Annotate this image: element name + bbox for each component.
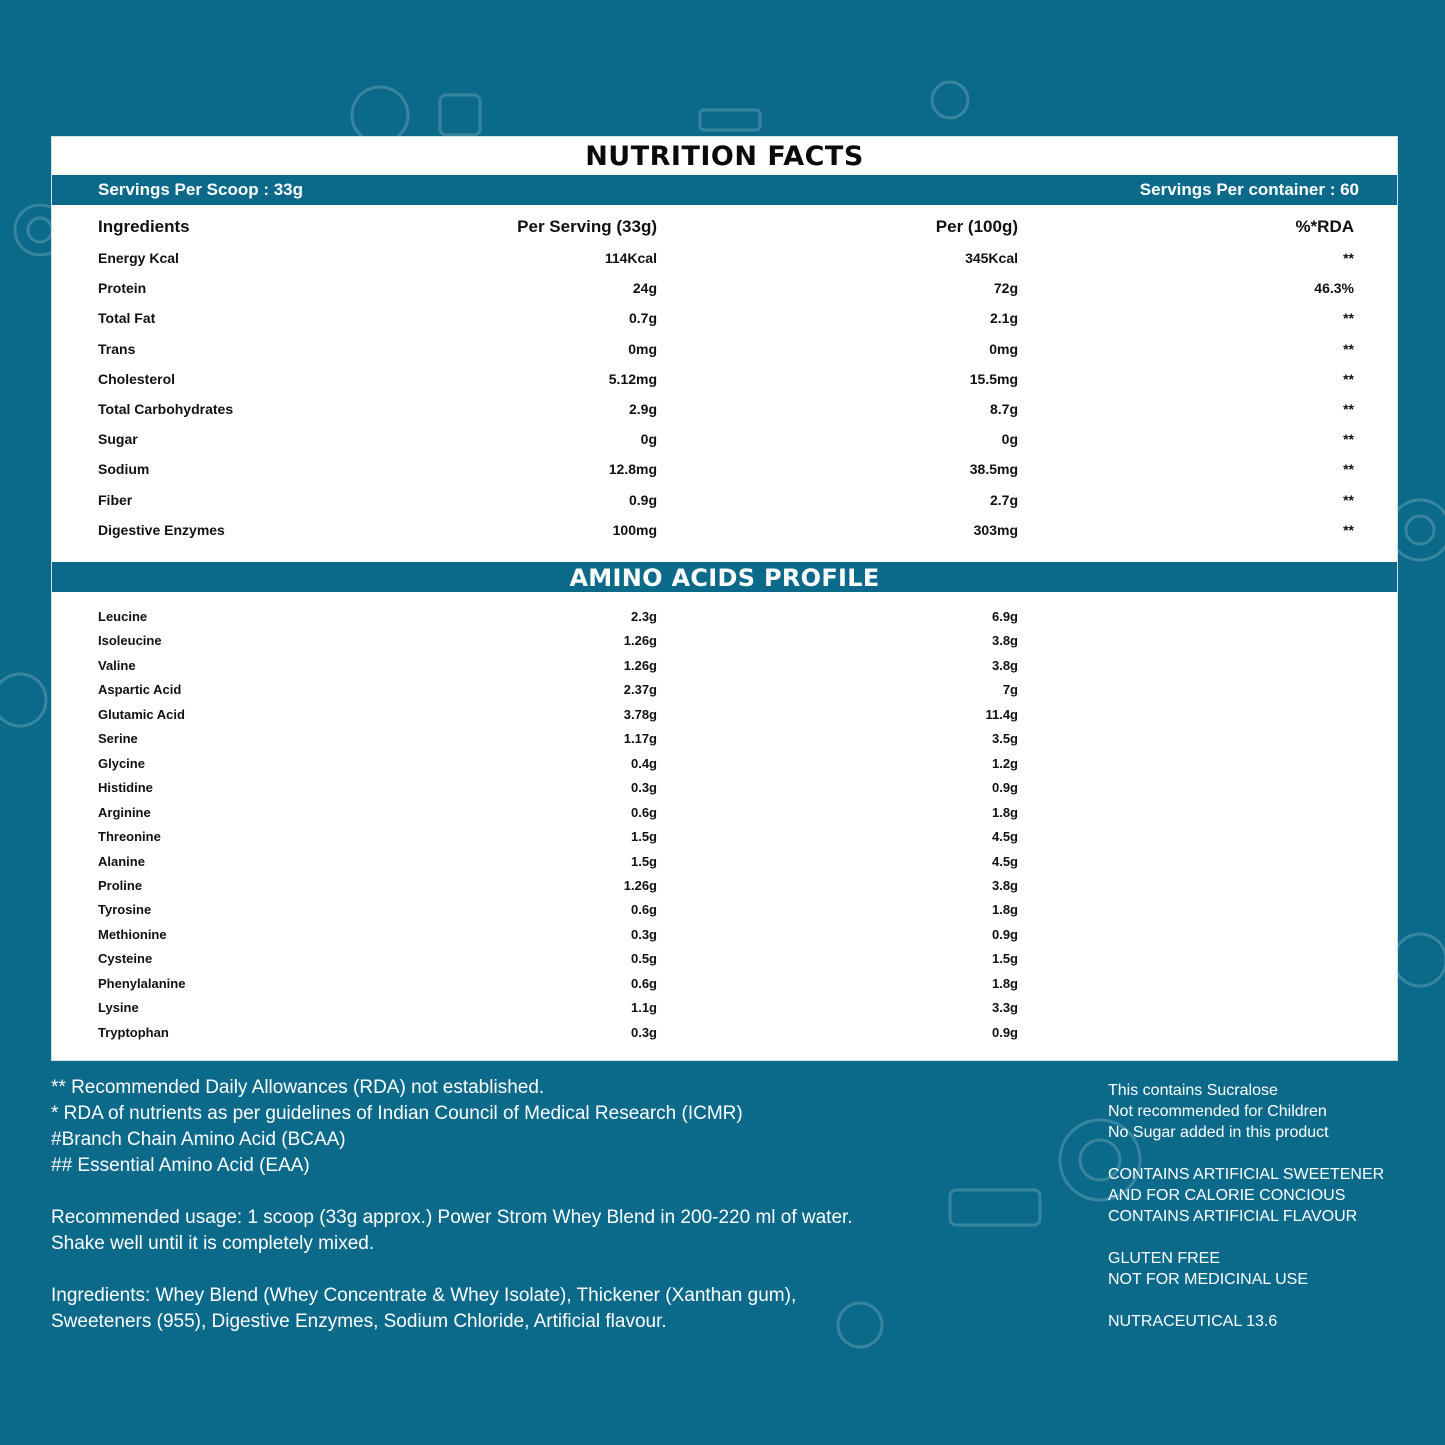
- amino-row: [52, 951, 1397, 973]
- amino-per-100g: 3.5g: [991, 731, 1018, 747]
- amino-row: [52, 731, 1397, 753]
- nutrient-name: Trans: [98, 340, 136, 357]
- amino-per-serving: 0.3g: [630, 1024, 657, 1040]
- amino-name: Glutamic Acid: [98, 706, 185, 722]
- nutrient-per-100g: 303mg: [973, 521, 1018, 538]
- nutrient-per-serving: 0g: [640, 431, 657, 448]
- nutrient-per-100g: 72g: [993, 280, 1018, 297]
- amino-row: [52, 976, 1397, 998]
- amino-per-serving: 0.6g: [630, 804, 657, 820]
- amino-per-100g: 6.9g: [991, 609, 1018, 624]
- nutrient-rda: **: [1343, 401, 1354, 417]
- amino-per-100g: 11.4g: [985, 706, 1018, 722]
- amino-per-serving: 0.6g: [630, 902, 657, 918]
- nutrient-per-serving: 0mg: [628, 340, 657, 357]
- amino-name: Lysine: [98, 1000, 139, 1016]
- amino-per-serving: 0.6g: [630, 975, 657, 991]
- amino-name: Tyrosine: [98, 902, 152, 918]
- amino-name: Phenylalanine: [98, 975, 186, 991]
- amino-name: Alanine: [98, 853, 145, 869]
- amino-per-100g: 3.8g: [991, 633, 1018, 649]
- nutrient-rda: **: [1343, 310, 1354, 327]
- nutrient-row: [52, 280, 1397, 308]
- nutrient-name: Sodium: [98, 461, 150, 478]
- nutrient-name: Fiber: [98, 491, 133, 508]
- label-not-medicinal: NOT FOR MEDICINAL USE: [1108, 1271, 1309, 1288]
- nutrient-name: Sugar: [98, 431, 138, 448]
- nutrient-per-serving: 100mg: [612, 521, 657, 538]
- nutrient-rda: 46.3%: [1314, 280, 1354, 297]
- nutrient-per-100g: 0g: [1001, 431, 1018, 448]
- amino-name: Tryptophan: [98, 1024, 169, 1040]
- nutrient-per-100g: 15.5mg: [969, 370, 1018, 387]
- amino-row: [52, 756, 1397, 778]
- amino-per-100g: 0.9g: [991, 1024, 1018, 1040]
- label-nutraceutical: NUTRACEUTICAL 13.6: [1108, 1313, 1278, 1330]
- amino-row: [52, 1025, 1397, 1047]
- amino-per-100g: 1.5g: [991, 951, 1018, 967]
- amino-per-serving: 1.26g: [623, 657, 657, 673]
- nutrient-per-serving: 114Kcal: [604, 250, 657, 266]
- amino-per-serving: 0.3g: [630, 780, 657, 796]
- amino-name: Cysteine: [98, 951, 153, 967]
- nutrient-name: Total Fat: [98, 310, 156, 327]
- amino-per-serving: 1.5g: [630, 829, 657, 845]
- col-per-100g: Per (100g): [935, 217, 1018, 236]
- amino-row: [52, 854, 1397, 876]
- amino-row: [52, 902, 1397, 924]
- amino-acids-title: AMINO ACIDS PROFILE: [52, 562, 1397, 592]
- note-rda-not-established: ** Recommended Daily Allowances (RDA) not established.: [51, 1077, 545, 1098]
- warning-children: Not recommended for Children: [1108, 1103, 1327, 1120]
- nutrient-per-serving: 24g: [632, 280, 657, 297]
- amino-row: [52, 658, 1397, 680]
- amino-row: [52, 829, 1397, 851]
- label-gluten-free: GLUTEN FREE: [1108, 1250, 1221, 1267]
- warning-calorie: AND FOR CALORIE CONCIOUS: [1108, 1187, 1346, 1204]
- nutrient-per-100g: 2.7g: [989, 491, 1018, 508]
- amino-per-100g: 7g: [1002, 682, 1018, 698]
- nutrient-row: [52, 522, 1397, 550]
- nutrient-row: [52, 250, 1397, 278]
- amino-per-100g: 1.8g: [991, 975, 1018, 991]
- amino-row: [52, 878, 1397, 900]
- amino-row: [52, 609, 1397, 631]
- amino-per-100g: 1.2g: [991, 755, 1018, 771]
- warning-sweetener: CONTAINS ARTIFICIAL SWEETENER: [1108, 1166, 1385, 1183]
- amino-name: Histidine: [98, 780, 153, 796]
- amino-per-serving: 1.17g: [623, 731, 657, 747]
- amino-row: [52, 707, 1397, 729]
- amino-per-100g: 3.8g: [991, 877, 1018, 893]
- amino-name: Aspartic Acid: [98, 682, 182, 698]
- amino-per-100g: 1.8g: [991, 902, 1018, 918]
- amino-name: Threonine: [98, 829, 161, 845]
- amino-name: Proline: [98, 877, 143, 893]
- nutrient-row: [52, 461, 1397, 489]
- ingredients-line-1: Ingredients: Whey Blend (Whey Concentrate & Whey Isolate), Thickener (Xanthan gum),: [51, 1285, 797, 1306]
- note-rda-icmr: * RDA of nutrients as per guidelines of Indian Council of Medical Research (ICMR): [51, 1103, 743, 1124]
- amino-per-100g: 3.3g: [991, 1000, 1018, 1016]
- nutrient-name: Cholesterol: [98, 370, 176, 387]
- ingredients-line-2: Sweeteners (955), Digestive Enzymes, Sodium Chloride, Artificial flavour.: [51, 1311, 667, 1332]
- amino-per-serving: 1.5g: [630, 853, 657, 869]
- amino-row: [52, 927, 1397, 949]
- nutrient-name: Total Carbohydrates: [98, 401, 234, 417]
- side-warnings: [1108, 1080, 1428, 1332]
- nutrient-per-serving: 5.12mg: [608, 370, 657, 387]
- nutrient-per-100g: 2.1g: [989, 310, 1018, 327]
- note-bcaa: #Branch Chain Amino Acid (BCAA): [51, 1129, 346, 1150]
- nutrient-per-100g: 38.5mg: [969, 461, 1018, 478]
- usage-line-1: Recommended usage: 1 scoop (33g approx.) Power Strom Whey Blend in 200-220 ml of water.: [51, 1207, 853, 1228]
- amino-name: Valine: [98, 657, 136, 673]
- nutrient-rda: **: [1343, 431, 1354, 448]
- nutrient-per-serving: 0.9g: [628, 491, 657, 508]
- amino-name: Leucine: [98, 609, 148, 624]
- amino-name: Arginine: [98, 804, 151, 820]
- amino-per-serving: 0.5g: [630, 951, 657, 967]
- nutrient-row: [52, 492, 1397, 520]
- nutrient-name: Protein: [98, 280, 147, 297]
- amino-per-100g: 0.9g: [991, 780, 1018, 796]
- nutrient-per-serving: 0.7g: [628, 310, 657, 327]
- nutrient-rda: **: [1343, 521, 1354, 538]
- nutrient-rda: **: [1343, 370, 1354, 387]
- col-rda: %*RDA: [1295, 217, 1354, 236]
- note-eaa: ## Essential Amino Acid (EAA): [51, 1155, 310, 1176]
- nutrient-rda: **: [1343, 461, 1354, 478]
- nutrition-panel: [51, 136, 1398, 1061]
- warning-sucralose: This contains Sucralose: [1108, 1082, 1278, 1099]
- amino-per-100g: 3.8g: [991, 657, 1018, 673]
- amino-per-100g: 1.8g: [991, 804, 1018, 820]
- amino-row: [52, 1000, 1397, 1022]
- amino-per-serving: 2.37g: [623, 682, 657, 698]
- nutrient-row: [52, 310, 1397, 338]
- servings-per-container: Servings Per container : 60: [1139, 180, 1359, 199]
- nutrient-row: [52, 371, 1397, 399]
- col-per-serving: Per Serving (33g): [517, 217, 657, 236]
- usage-line-2: Shake well until it is completely mixed.: [51, 1233, 375, 1254]
- amino-row: [52, 805, 1397, 827]
- amino-per-serving: 0.4g: [630, 755, 657, 771]
- amino-name: Serine: [98, 731, 138, 747]
- nutrient-per-serving: 12.8mg: [608, 461, 657, 478]
- servings-per-scoop: Servings Per Scoop : 33g: [98, 180, 304, 199]
- servings-bar: [52, 175, 1397, 205]
- amino-per-100g: 4.5g: [991, 829, 1018, 845]
- nutrition-facts-title: NUTRITION FACTS: [585, 141, 864, 172]
- amino-per-serving: 3.78g: [623, 706, 657, 722]
- amino-name: Glycine: [98, 755, 145, 771]
- amino-per-serving: 1.1g: [630, 1000, 657, 1016]
- amino-per-serving: 0.3g: [630, 926, 657, 942]
- nutrient-rda: **: [1343, 340, 1354, 357]
- nutrient-row: [52, 401, 1397, 429]
- amino-row: [52, 780, 1397, 802]
- nutrient-per-100g: 0mg: [989, 340, 1018, 357]
- warning-flavour: CONTAINS ARTIFICIAL FLAVOUR: [1108, 1208, 1358, 1225]
- amino-per-100g: 0.9g: [991, 926, 1018, 942]
- nutrient-row: [52, 341, 1397, 369]
- amino-row: [52, 633, 1397, 655]
- amino-name: Isoleucine: [98, 633, 162, 649]
- nutrient-per-serving: 2.9g: [628, 401, 657, 417]
- amino-per-serving: 2.3g: [630, 609, 657, 624]
- nutrient-per-100g: 8.7g: [989, 401, 1018, 417]
- nutrient-name: Energy Kcal: [98, 250, 179, 266]
- amino-row: [52, 682, 1397, 704]
- col-ingredients: Ingredients: [98, 217, 190, 236]
- nutrient-per-100g: 345Kcal: [965, 250, 1018, 266]
- warning-no-sugar: No Sugar added in this product: [1108, 1124, 1329, 1141]
- amino-name: Methionine: [98, 926, 167, 942]
- footnotes: [51, 1075, 951, 1335]
- nutrient-rda: **: [1343, 491, 1354, 508]
- amino-per-100g: 4.5g: [991, 853, 1018, 869]
- amino-per-serving: 1.26g: [623, 877, 657, 893]
- amino-per-serving: 1.26g: [623, 633, 657, 649]
- nutrient-name: Digestive Enzymes: [98, 521, 225, 538]
- nutrient-rda: **: [1343, 250, 1354, 266]
- nutrient-row: [52, 431, 1397, 459]
